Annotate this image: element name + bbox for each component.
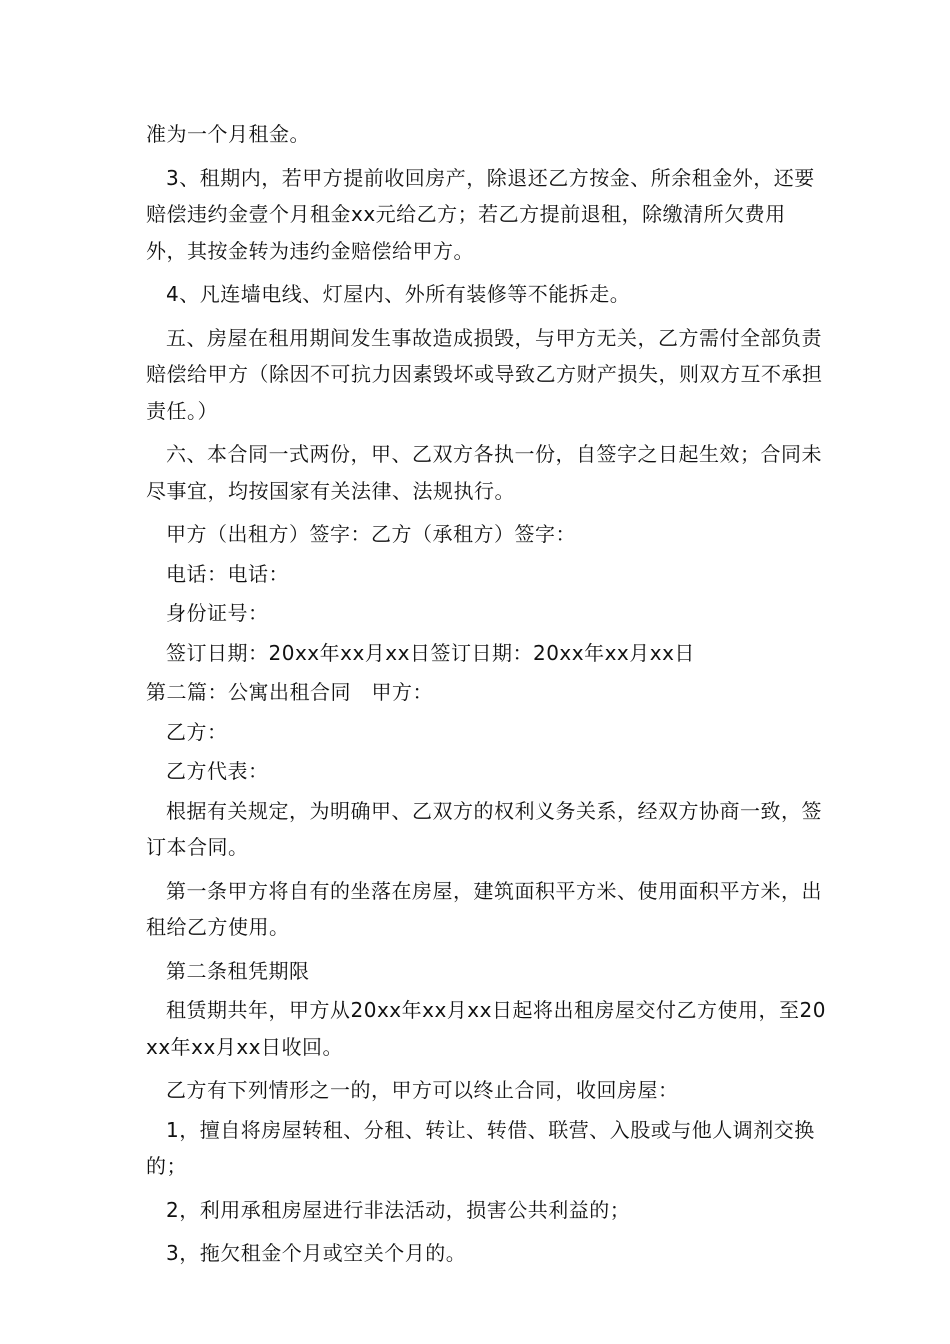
party-b-line: 乙方： [166,719,228,744]
paragraph: 租赁期共年，甲方从20xx年xx月xx日起将出租房屋交付乙方使用，至20xx年xx月xx日收回。 [146,998,826,1059]
party-b-representative-line: 乙方代表： [166,759,269,783]
paragraph: 准为一个月租金。 [146,122,310,146]
paragraph: 4、凡连墙电线、灯屋内、外所有装修等不能拆走。 [166,282,631,306]
paragraph: 六、本合同一式两份，甲、乙双方各执一份，自签字之日起生效；合同未尽事宜，均按国家有关法律、法规执行。 [146,442,822,503]
clause-heading: 第二条租凭期限 [166,958,310,983]
list-item: 2，利用承租房屋进行非法活动，损害公共利益的； [166,1197,631,1222]
signing-date-line: 签订日期：20xx年xx月xx日签订日期：20xx年xx月xx日 [166,640,695,665]
list-item: 1，擅自将房屋转租、分租、转让、转借、联营、入股或与他人调剂交换的； [146,1117,815,1178]
paragraph: 第一条甲方将自有的坐落在房屋，建筑面积平方米、使用面积平方米，出租给乙方使用。 [146,878,822,939]
paragraph: 乙方有下列情形之一的，甲方可以终止合同，收回房屋： [166,1078,679,1102]
paragraph: 五、房屋在租用期间发生事故造成损毁，与甲方无关，乙方需付全部负责赔偿给甲方（除因不可抗力因素毁坏或导致乙方财产损失，则双方互不承担责任。） [146,325,823,423]
signature-line: 甲方（出租方）签字：乙方（承租方）签字： [166,522,576,546]
section-heading: 第二篇：公寓出租合同 甲方： [146,680,433,704]
list-item: 3，拖欠租金个月或空关个月的。 [166,1241,467,1265]
id-number-line: 身份证号： [166,601,269,625]
phone-line: 电话：电话： [166,561,289,586]
paragraph: 3、租期内，若甲方提前收回房产，除退还乙方按金、所余租金外，还要赔偿违约金壹个月租金xx元给乙方；若乙方提前退租，除缴清所欠费用外，其按金转为违约金赔偿给甲方。 [146,165,815,263]
paragraph: 根据有关规定，为明确甲、乙双方的权利义务关系，经双方协商一致，签订本合同。 [146,798,822,859]
document-body [146,116,826,1279]
